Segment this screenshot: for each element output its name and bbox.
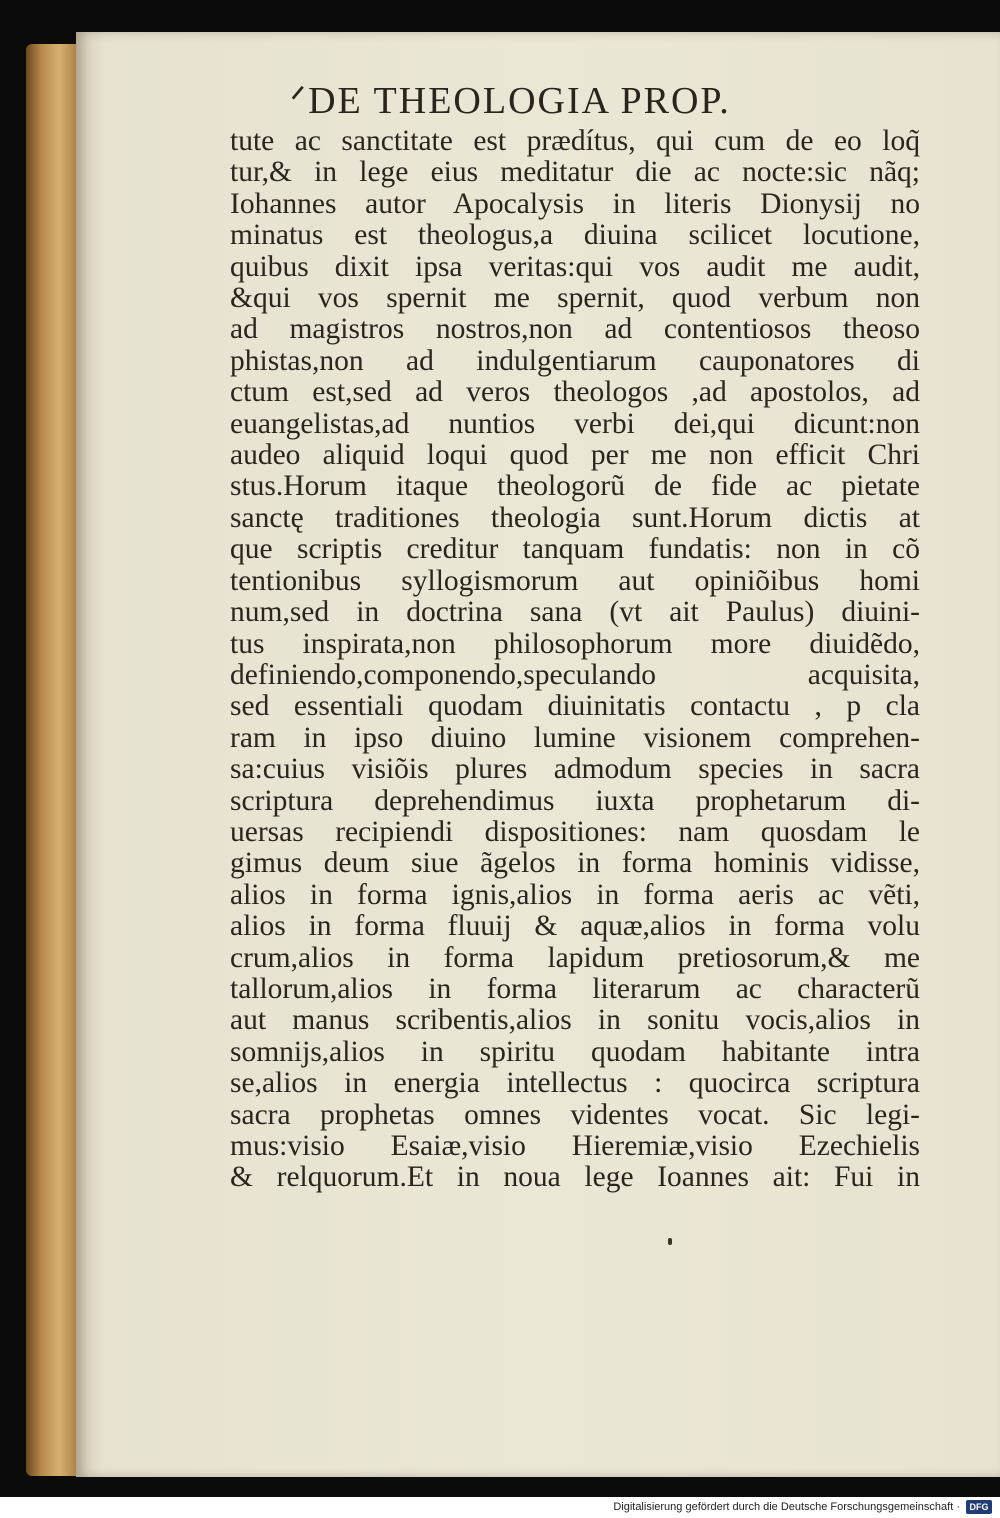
text-line: se,alios in energia intellectus : quocirca scriptura: [230, 1067, 920, 1100]
body-text: [230, 126, 920, 1194]
text-line: audeo aliquid loqui quod per me non efficit Chri: [230, 439, 920, 472]
text-line: tentionibus syllogismorum aut opiniõibus homi: [230, 564, 920, 597]
funding-credit: Digitalisierung gefördert durch die Deutsche Forschungsgemeinschaft ·: [613, 1501, 960, 1513]
text-line: tute ac sanctitate est prædítus, qui cum de eo loq̃: [230, 125, 920, 157]
text-line: euangelistas,ad nuntios verbi dei,qui dicunt:non: [230, 407, 920, 440]
text-line: definiendo,componendo,speculando acquisita,: [230, 658, 920, 691]
text-line: crum,alios in forma lapidum pretiosorum,& me: [230, 941, 920, 974]
footer-bar: [0, 1497, 1000, 1518]
text-line: alios in forma ignis,alios in forma aeris ac vẽti,: [230, 878, 920, 911]
text-line: phistas,non ad indulgentiarum cauponatores di: [230, 344, 920, 377]
text-line: gimus deum siue ãgelos in forma hominis vidisse,: [230, 847, 920, 880]
text-line: stus.Horum itaque theologorũ de fide ac pietate: [230, 470, 920, 503]
text-line: minatus est theologus,a diuina scilicet locutione,: [230, 219, 920, 252]
text-line: que scriptis creditur tanquam fundatis: non in cõ: [230, 533, 920, 566]
text-line: alios in forma fluuij & aquæ,alios in forma volu: [230, 910, 920, 943]
text-line: sacra prophetas omnes videntes vocat. Sic legi-: [230, 1098, 920, 1131]
text-line: num,sed in doctrina sana (vt ait Paulus) diuini-: [230, 596, 920, 629]
text-line: uersas recipiendi dispositiones: nam quosdam le: [230, 815, 920, 848]
text-line: aut manus scribentis,alios in sonitu vocis,alios in: [230, 1004, 920, 1037]
text-line: sa:cuius visiõis plures admodum species in sacra: [230, 753, 920, 786]
text-line: Iohannes autor Apocalysis in literis Dionysij no: [230, 187, 920, 220]
running-head: ᐟDE THEOLOGIA PROP.: [290, 80, 731, 122]
text-line: & relquorum.Et in noua lege Ioannes ait: Fui in: [230, 1161, 920, 1194]
text-line: ctum est,sed ad veros theologos ,ad apostolos, ad: [230, 376, 920, 409]
text-line: ad magistros nostros,non ad contentiosos theoso: [230, 313, 920, 346]
text-line: mus:visio Esaiæ,visio Hieremiæ,visio Ezechielis: [230, 1130, 920, 1162]
text-line: sanctę traditiones theologia sunt.Horum dictis at: [230, 501, 920, 534]
text-line: scriptura deprehendimus iuxta prophetarum di-: [230, 784, 920, 817]
text-line: tus inspirata,non philosophorum more diuidẽdo,: [230, 627, 920, 660]
text-line: tur,& in lege eius meditatur die ac nocte:sic nãq;: [230, 156, 920, 189]
text-line: sed essentiali quodam diuinitatis contactu , p cla: [230, 690, 920, 723]
text-line: somnijs,alios in spiritu quodam habitante intra: [230, 1035, 920, 1068]
dfg-logo-icon: DFG: [966, 1500, 992, 1514]
text-line: ram in ipso diuino lumine visionem comprehen-: [230, 721, 920, 754]
ink-speck: [668, 1238, 672, 1245]
text-line: quibus dixit ipsa veritas:qui vos audit me audit,: [230, 250, 920, 283]
text-line: tallorum,alios in forma literarum ac characterũ: [230, 972, 920, 1005]
text-line: &qui vos spernit me spernit, quod verbum non: [230, 282, 920, 315]
